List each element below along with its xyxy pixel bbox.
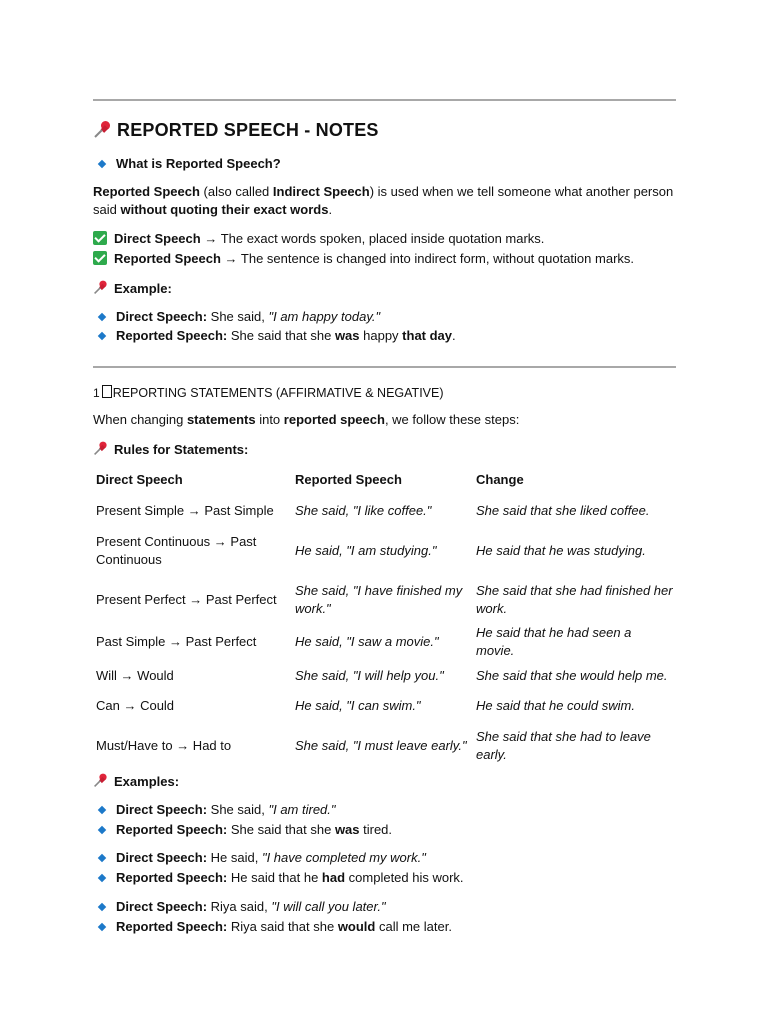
bullet-diamond-icon [98, 903, 106, 911]
table-row [93, 660, 676, 691]
table-cell: Can → Could [96, 698, 175, 713]
example-text: would [337, 919, 376, 934]
section-divider [93, 366, 676, 368]
examples-heading: Examples: [114, 774, 180, 789]
table-cell: Present Continuous → Past Continuous [96, 533, 257, 567]
intro-text: ) is used when we tell someone what another person [369, 184, 674, 199]
intro-question-row [93, 155, 281, 173]
examples-heading-row [93, 772, 179, 791]
pushpin-icon [93, 772, 109, 788]
section-title: REPORTING STATEMENTS (AFFIRMATIVE & NEGATIVE) [112, 386, 444, 400]
table-cell: He said that he could swim. [476, 698, 635, 713]
check-label: Reported Speech [114, 251, 221, 266]
table-row [93, 575, 676, 624]
table-cell: She said, "I like coffee." [295, 502, 432, 518]
example-text: She said, [207, 802, 269, 817]
example-text: that day [402, 328, 453, 343]
examples-reported-2 [93, 869, 464, 887]
example-text: tired. [359, 822, 393, 837]
table-row [93, 495, 676, 526]
table-cell: He said, "I can swim." [295, 698, 421, 713]
table-header: Direct Speech [96, 472, 183, 487]
example-text: He said that he [227, 870, 322, 885]
example-label: Reported Speech: [116, 328, 228, 343]
table-cell: Present Perfect → Past Perfect [96, 591, 277, 607]
examples-reported-3 [93, 918, 452, 936]
page-title: REPORTED SPEECH - NOTES [117, 120, 379, 140]
keycap-icon [102, 385, 112, 398]
example-quote: "I am happy today." [268, 309, 381, 324]
rules-heading: Rules for Statements: [114, 442, 249, 457]
table-row [93, 691, 676, 721]
examples-direct-1 [93, 801, 336, 819]
top-divider [93, 99, 676, 101]
example-text: Riya said that she [227, 919, 338, 934]
table-cell: She said that she would help me. [476, 667, 668, 683]
pushpin-icon [93, 440, 109, 456]
table-cell: Past Simple → Past Perfect [96, 634, 257, 649]
example-label: Direct Speech: [116, 802, 208, 817]
table-header: Reported Speech [295, 472, 402, 487]
lead-text: into [255, 412, 284, 427]
table-header: Change [476, 472, 524, 487]
example-text: She said, [207, 309, 269, 324]
example-text: She said that she [227, 328, 335, 343]
example-reported [93, 327, 456, 345]
table-cell: She said that she liked coffee. [476, 502, 650, 518]
bullet-diamond-icon [98, 313, 106, 321]
example-quote: "I am tired." [268, 802, 336, 817]
table-cell: Present Simple → Past Simple [96, 502, 274, 518]
bullet-diamond-icon [98, 826, 106, 834]
example-label: Reported Speech: [116, 822, 228, 837]
intro-text: said [93, 202, 121, 217]
example-text: completed his work. [345, 870, 464, 885]
example-text: had [321, 870, 346, 885]
lead-text: When changing [93, 412, 187, 427]
example-direct [93, 308, 380, 326]
examples-reported-1 [93, 821, 392, 839]
intro-text: Reported Speech [93, 184, 200, 199]
example-text: He said, [207, 850, 262, 865]
example-quote: "I will call you later." [271, 899, 386, 914]
lead-text: statements [186, 412, 256, 427]
intro-text: . [328, 202, 333, 217]
checkmark-icon [93, 231, 107, 245]
table-cell: He said that he had seen a movie. [476, 625, 632, 658]
bullet-diamond-icon [98, 923, 106, 931]
section-lead [93, 411, 519, 429]
example-quote: "I have completed my work." [261, 850, 426, 865]
table-cell: She said, "I must leave early." [295, 737, 467, 753]
example-label: Reported Speech: [116, 870, 228, 885]
table-header-row [93, 465, 676, 495]
example-text: call me later. [375, 919, 452, 934]
lead-text: , we follow these steps: [384, 412, 520, 427]
example-text: She said that she [227, 822, 335, 837]
check-text: → The exact words spoken, placed inside quotation marks. [200, 231, 545, 246]
example-label: Reported Speech: [116, 919, 228, 934]
bullet-diamond-icon [98, 854, 106, 862]
table-cell: Will → Would [96, 667, 174, 683]
table-cell: He said, "I saw a movie." [295, 634, 439, 649]
example-text: . [452, 328, 456, 343]
table-cell: She said that she had to leave early. [476, 728, 651, 762]
check-text: → The sentence is changed into indirect form, without quotation marks. [220, 251, 635, 266]
example-text: happy [359, 328, 403, 343]
pushpin-icon [93, 279, 109, 295]
table-row [93, 721, 676, 770]
table-cell: She said that she had finished her work. [476, 582, 673, 616]
lead-text: reported speech [283, 412, 385, 427]
bullet-diamond-icon [98, 160, 106, 168]
table-cell: He said that he was studying. [476, 542, 646, 558]
intro-text: Indirect Speech [272, 184, 370, 199]
rules-table [93, 465, 676, 770]
check-item-direct [93, 230, 544, 248]
intro-paragraph [93, 183, 676, 219]
example-text: Riya said, [207, 899, 272, 914]
example-heading: Example: [114, 281, 172, 296]
example-heading-row [93, 279, 172, 298]
example-text: was [334, 328, 360, 343]
bullet-diamond-icon [98, 806, 106, 814]
example-label: Direct Speech: [116, 899, 208, 914]
check-label: Direct Speech [114, 231, 201, 246]
example-text: was [334, 822, 360, 837]
rules-heading-row [93, 440, 248, 459]
intro-text: (also called [199, 184, 273, 199]
section-number: 1 [93, 386, 100, 400]
table-cell: He said, "I am studying." [295, 542, 437, 558]
title-row [93, 118, 379, 142]
bullet-diamond-icon [98, 874, 106, 882]
intro-question: What is Reported Speech? [116, 156, 281, 171]
table-row [93, 624, 676, 660]
check-item-reported [93, 250, 634, 268]
bullet-diamond-icon [98, 332, 106, 340]
examples-direct-3 [93, 898, 386, 916]
table-cell: She said, "I have finished my work." [295, 582, 463, 616]
table-row [93, 526, 676, 575]
intro-text: without quoting their exact words [120, 202, 329, 217]
table-cell: Must/Have to → Had to [96, 737, 232, 753]
example-label: Direct Speech: [116, 309, 208, 324]
examples-direct-2 [93, 849, 426, 867]
section-heading-row [93, 384, 444, 402]
table-cell: She said, "I will help you." [295, 667, 444, 683]
checkmark-icon [93, 251, 107, 265]
example-label: Direct Speech: [116, 850, 208, 865]
pushpin-icon [93, 119, 113, 139]
